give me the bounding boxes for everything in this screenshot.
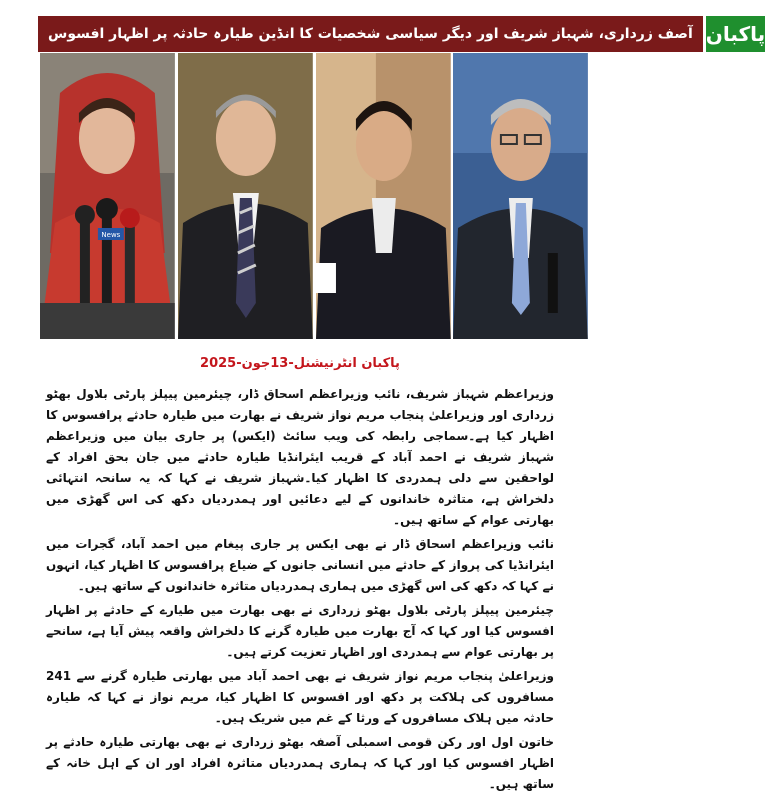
header-banner (38, 16, 765, 52)
headline: آصف زرداری، شہباز شریف اور دیگر سیاسی شخصیات کا انڈین طیارہ حادثہ پر اظہار افسوس (38, 16, 703, 52)
mic-label: News (101, 230, 121, 240)
paragraph: چیئرمین پیپلز پارٹی بلاول بھٹو زرداری نے بھی بھارت میں طیارے کے حادثے پر اظہار افسوس کیا اور کہا کہ آج بھارت میں طیارہ گرنے کا دلخراش واقعہ پیش آیا ہے، سانحے پر بھارتی عوام سے ہمدردی اور اظہار تعزیت کرتے ہیں۔ (46, 603, 554, 659)
photo-collage (40, 53, 588, 339)
paragraph: خاتون اول اور رکن قومی اسمبلی آصفہ بھٹو زرداری نے بھی بھارتی طیارہ حادثے پر اظہار افسوس کیا اور کہا کہ ہماری ہمدردیاں متاثرہ افراد اور ان کے اہل خانہ کے ساتھ ہیں۔ (46, 735, 554, 791)
brand-logo: پاکبان (703, 16, 765, 52)
dateline: پاکبان انٹرنیشنل-13جون-2025 (200, 356, 400, 371)
article-body (46, 384, 554, 798)
portrait-image (40, 53, 175, 339)
portrait-image (316, 53, 451, 339)
photo-shehbaz-sharif (178, 53, 313, 339)
portrait-image (453, 53, 588, 339)
paragraph: نائب وزیراعظم اسحاق ڈار نے بھی ایکس پر جاری پیغام میں احمد آباد، گجرات میں ایئرانڈیا کی پرواز کے حادثے میں انسانی جانوں کے ضیاع پرافسوس کا اظہار کیا، انہوں نے کہا کہ دکھ کی اس گھڑی میں ہماری ہمدردیاں متاثرہ خاندانوں کے ساتھ ہیں۔ (46, 537, 554, 593)
portrait-image (178, 53, 313, 339)
paragraph: وزیراعلیٰ پنجاب مریم نواز شریف نے بھی احمد آباد میں بھارتی طیارہ گرنے سے 241 مسافروں کی ہلاکت پر دکھ اور افسوس کا اظہار کیا، مریم نواز نے کہا کہ طیارہ حادثہ میں ہلاک مسافروں کے ورثا کے غم میں شریک ہیں۔ (46, 669, 554, 725)
paragraph: وزیراعظم شہباز شریف، نائب وزیراعظم اسحاق ڈار، چیئرمین پیپلز پارٹی بلاول بھٹو زرداری اور وزیراعلیٰ پنجاب مریم نواز شریف نے بھارت میں طیارہ حادثے پرافسوس کا اظہار کیا ہے۔سماجی رابطہ کی ویب سائٹ (ایکس) پر جاری بیان میں وزیراعظم شہباز شریف نے احمد آباد کے قریب ایئرانڈیا طیارہ حادثے میں جان بحق افراد کے لواحقین سے دلی ہمدردی کا اظہار کیا۔شہباز شریف نے کہا کہ یہ سانحہ انتہائی دلخراش ہے، متاثرہ خاندانوں کے لیے دعائیں اور ہمدردیاں دکھ کی اس گھڑی میں بھارتی عوام کے ساتھ ہیں۔ (46, 387, 554, 527)
photo-bilawal-bhutto (316, 53, 451, 339)
photo-maryam-nawaz (40, 53, 175, 339)
photo-ishaq-dar (453, 53, 588, 339)
